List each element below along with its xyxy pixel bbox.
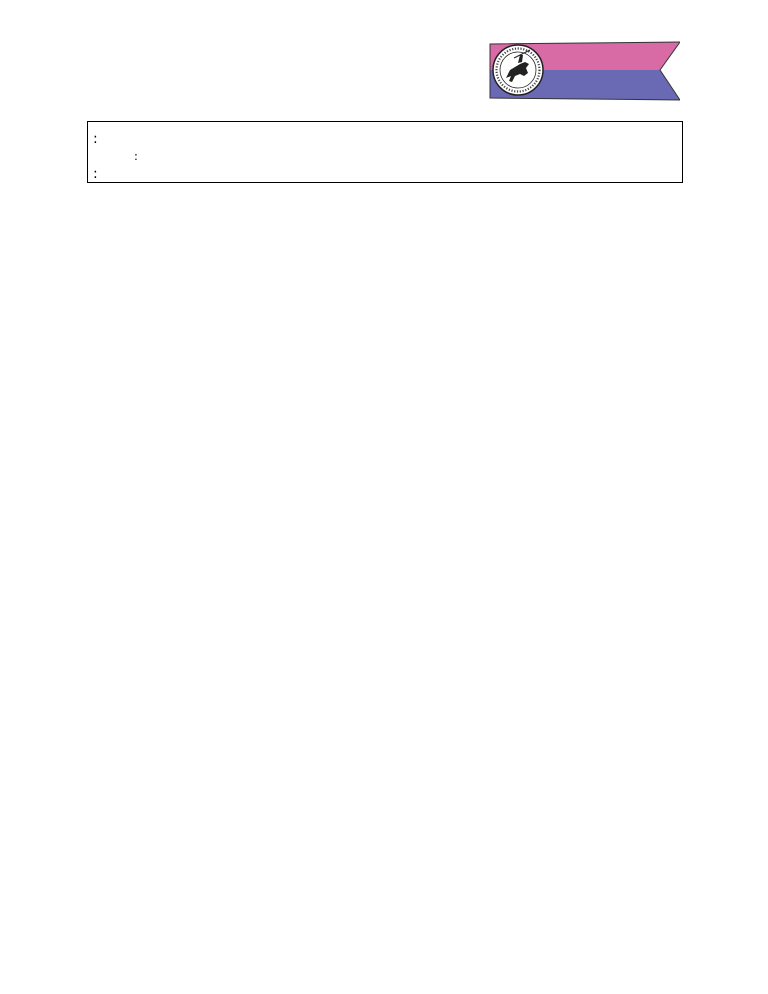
event-date-row: : (93, 166, 98, 182)
club-pennant-logo (484, 40, 680, 102)
event-rank-row: : (93, 131, 98, 147)
event-info-box (87, 121, 683, 183)
event-venue-row: : (134, 149, 138, 163)
club-seal-icon (493, 45, 543, 95)
